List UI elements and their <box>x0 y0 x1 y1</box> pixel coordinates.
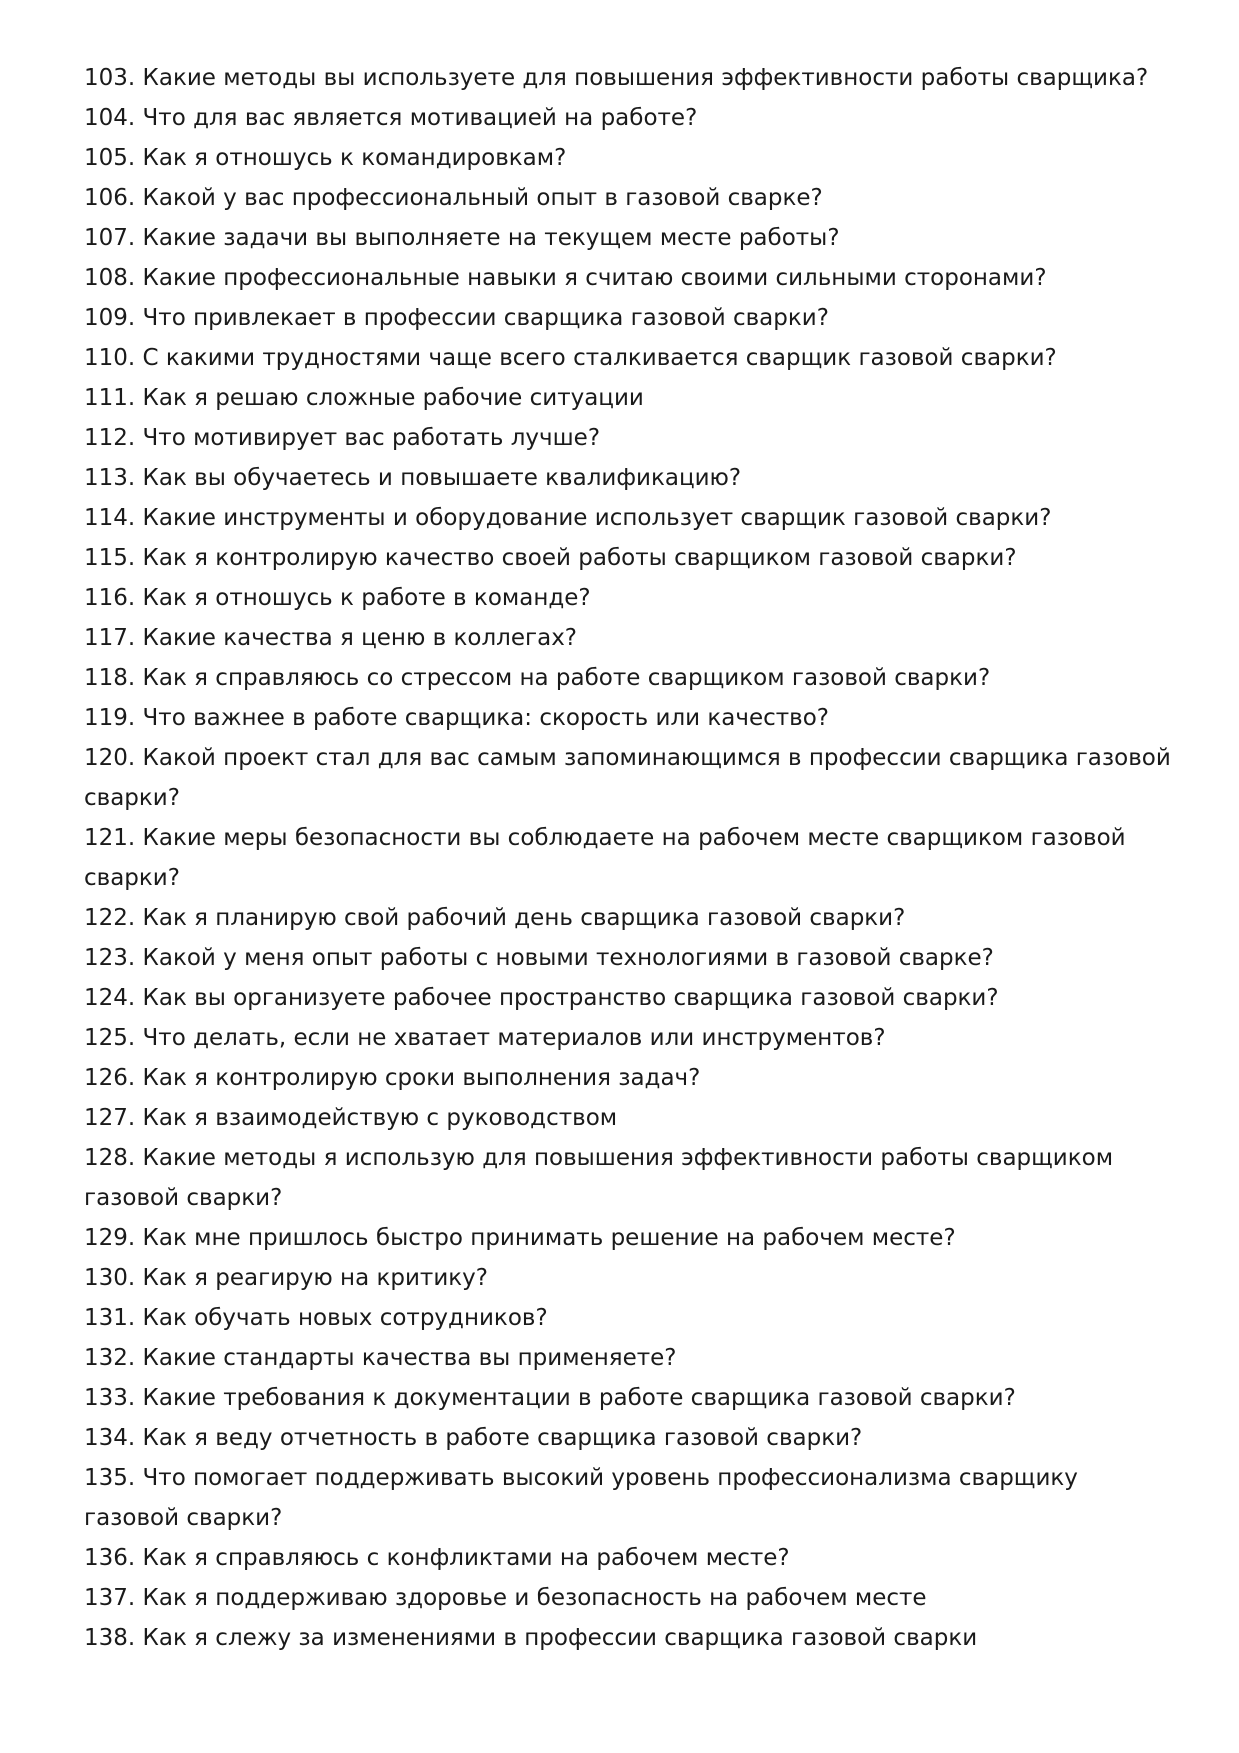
list-item: 138. Как я слежу за изменениями в профессии сварщика газовой сварки <box>84 1625 978 1651</box>
list-item: 122. Как я планирую свой рабочий день сварщика газовой сварки? <box>84 905 906 931</box>
list-item: 110. С какими трудностями чаще всего сталкивается сварщик газовой сварки? <box>84 345 1057 371</box>
list-item: 104. Что для вас является мотивацией на работе? <box>84 105 698 131</box>
list-item: 108. Какие профессиональные навыки я считаю своими сильными сторонами? <box>84 265 1047 291</box>
list-item: 116. Как я отношусь к работе в команде? <box>84 585 591 611</box>
list-item: 103. Какие методы вы используете для повышения эффективности работы сварщика? <box>84 65 1149 91</box>
list-item: 114. Какие инструменты и оборудование использует сварщик газовой сварки? <box>84 505 1052 531</box>
list-item: 124. Как вы организуете рабочее пространство сварщика газовой сварки? <box>84 985 999 1011</box>
list-item: 117. Какие качества я ценю в коллегах? <box>84 625 578 651</box>
list-item: 115. Как я контролирую качество своей работы сварщиком газовой сварки? <box>84 545 1017 571</box>
list-item: 128. Какие методы я использую для повышения эффективности работы сварщиком газовой сварки? <box>84 1145 1114 1211</box>
question-list <box>84 58 1174 1658</box>
list-item: 134. Как я веду отчетность в работе сварщика газовой сварки? <box>84 1425 863 1451</box>
list-item: 119. Что важнее в работе сварщика: скорость или качество? <box>84 705 830 731</box>
list-item: 131. Как обучать новых сотрудников? <box>84 1305 548 1331</box>
list-item: 137. Как я поддерживаю здоровье и безопасность на рабочем месте <box>84 1585 927 1611</box>
list-item: 107. Какие задачи вы выполняете на текущем месте работы? <box>84 225 840 251</box>
list-item: 129. Как мне пришлось быстро принимать решение на рабочем месте? <box>84 1225 956 1251</box>
list-item: 133. Какие требования к документации в работе сварщика газовой сварки? <box>84 1385 1016 1411</box>
list-item: 105. Как я отношусь к командировкам? <box>84 145 567 171</box>
list-item: 136. Как я справляюсь с конфликтами на рабочем месте? <box>84 1545 790 1571</box>
list-item: 118. Как я справляюсь со стрессом на работе сварщиком газовой сварки? <box>84 665 991 691</box>
list-item: 126. Как я контролирую сроки выполнения задач? <box>84 1065 701 1091</box>
list-item: 135. Что помогает поддерживать высокий уровень профессионализма сварщику газовой сварки? <box>84 1465 1078 1531</box>
list-item: 121. Какие меры безопасности вы соблюдаете на рабочем месте сварщиком газовой сварки? <box>84 825 1126 891</box>
list-item: 109. Что привлекает в профессии сварщика газовой сварки? <box>84 305 829 331</box>
list-item: 120. Какой проект стал для вас самым запоминающимся в профессии сварщика газовой сварки? <box>84 745 1171 811</box>
list-item: 113. Как вы обучаетесь и повышаете квалификацию? <box>84 465 742 491</box>
list-item: 132. Какие стандарты качества вы применяете? <box>84 1345 677 1371</box>
list-item: 125. Что делать, если не хватает материалов или инструментов? <box>84 1025 886 1051</box>
list-item: 130. Как я реагирую на критику? <box>84 1265 488 1291</box>
list-item: 111. Как я решаю сложные рабочие ситуации <box>84 385 644 411</box>
list-item: 123. Какой у меня опыт работы с новыми технологиями в газовой сварке? <box>84 945 994 971</box>
list-item: 127. Как я взаимодействую с руководством <box>84 1105 618 1131</box>
list-item: 106. Какой у вас профессиональный опыт в газовой сварке? <box>84 185 823 211</box>
list-item: 112. Что мотивирует вас работать лучше? <box>84 425 601 451</box>
